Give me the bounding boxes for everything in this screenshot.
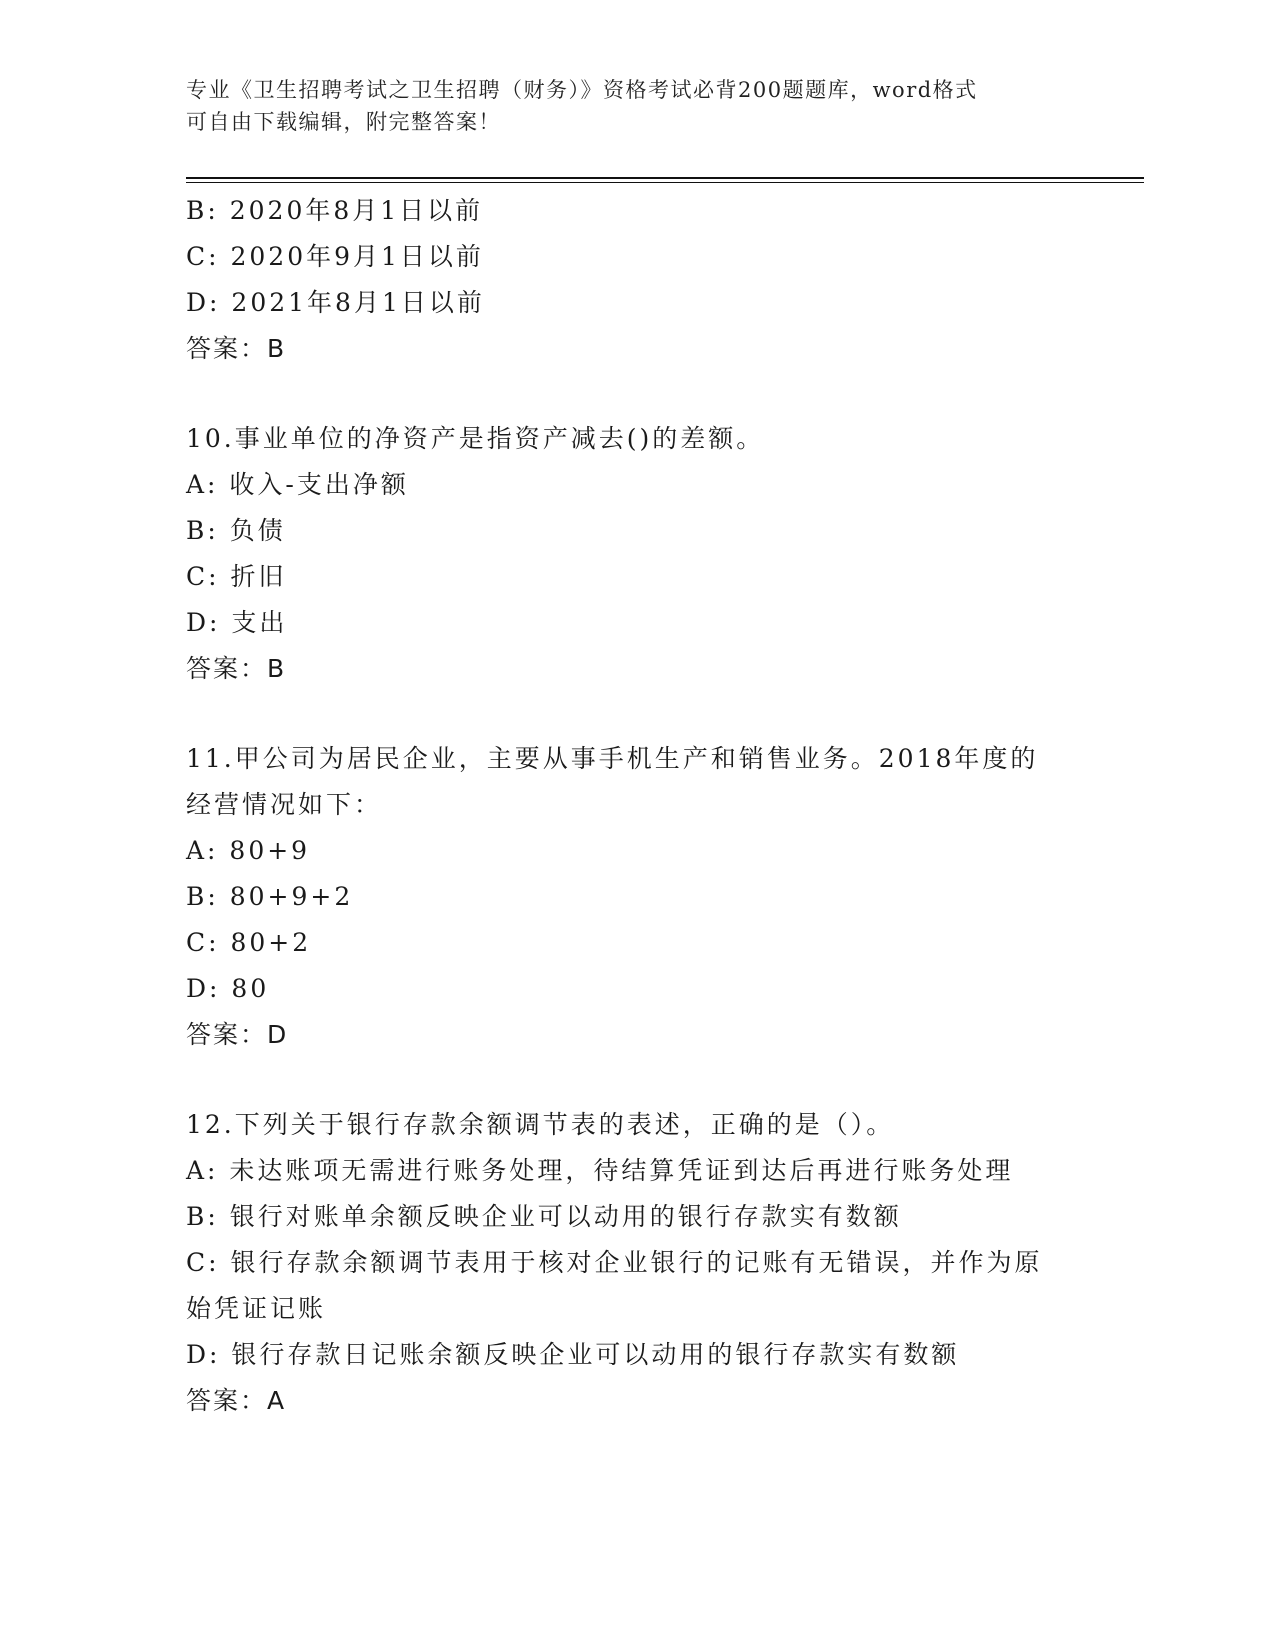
answer-line: 答案：A (186, 1386, 287, 1415)
option-d: D: 银行存款日记账余额反映企业可以动用的银行存款实有数额 (186, 1340, 960, 1369)
option-c: C: 银行存款余额调节表用于核对企业银行的记账有无错误，并作为原始凭证记账 (186, 1248, 1043, 1323)
answer-line: 答案：D (186, 1020, 289, 1049)
question-12 (186, 1102, 1086, 1424)
spacer (186, 692, 1086, 736)
spacer (186, 372, 1086, 416)
question-9-continued (186, 188, 1086, 372)
option-a: A: 收入-支出净额 (186, 470, 409, 499)
answer-line: 答案：B (186, 334, 287, 363)
option-d: D: 80 (186, 974, 270, 1003)
header-divider-thick (186, 177, 1144, 179)
spacer (186, 1058, 1086, 1102)
option-d: D: 支出 (186, 608, 288, 637)
question-10 (186, 416, 1086, 692)
option-b: B: 银行对账单余额反映企业可以动用的银行存款实有数额 (186, 1202, 902, 1231)
option-c: C: 2020年9月1日以前 (186, 242, 484, 271)
question-text: 12.下列关于银行存款余额调节表的表述，正确的是（）。 (186, 1110, 895, 1139)
question-text: 10.事业单位的净资产是指资产减去()的差额。 (186, 424, 765, 453)
option-a: A: 未达账项无需进行账务处理，待结算凭证到达后再进行账务处理 (186, 1156, 1014, 1185)
option-b: B: 2020年8月1日以前 (186, 196, 484, 225)
option-c: C: 80+2 (186, 928, 312, 957)
option-d: D: 2021年8月1日以前 (186, 288, 485, 317)
question-list (186, 188, 1086, 1424)
answer-line: 答案：B (186, 654, 287, 683)
question-11 (186, 736, 1086, 1058)
option-b: B: 80+9+2 (186, 882, 354, 911)
option-b: B: 负债 (186, 516, 286, 545)
header-divider-thin (186, 182, 1144, 183)
option-c: C: 折旧 (186, 562, 287, 591)
header-line-2: 可自由下载编辑，附完整答案！ (186, 110, 501, 134)
question-text: 11.甲公司为居民企业，主要从事手机生产和销售业务。2018年度的经营情况如下： (186, 744, 1039, 819)
document-header (186, 74, 1066, 138)
option-a: A: 80+9 (186, 836, 311, 865)
header-line-1: 专业《卫生招聘考试之卫生招聘（财务）》资格考试必背200题题库，word格式 (186, 78, 978, 102)
